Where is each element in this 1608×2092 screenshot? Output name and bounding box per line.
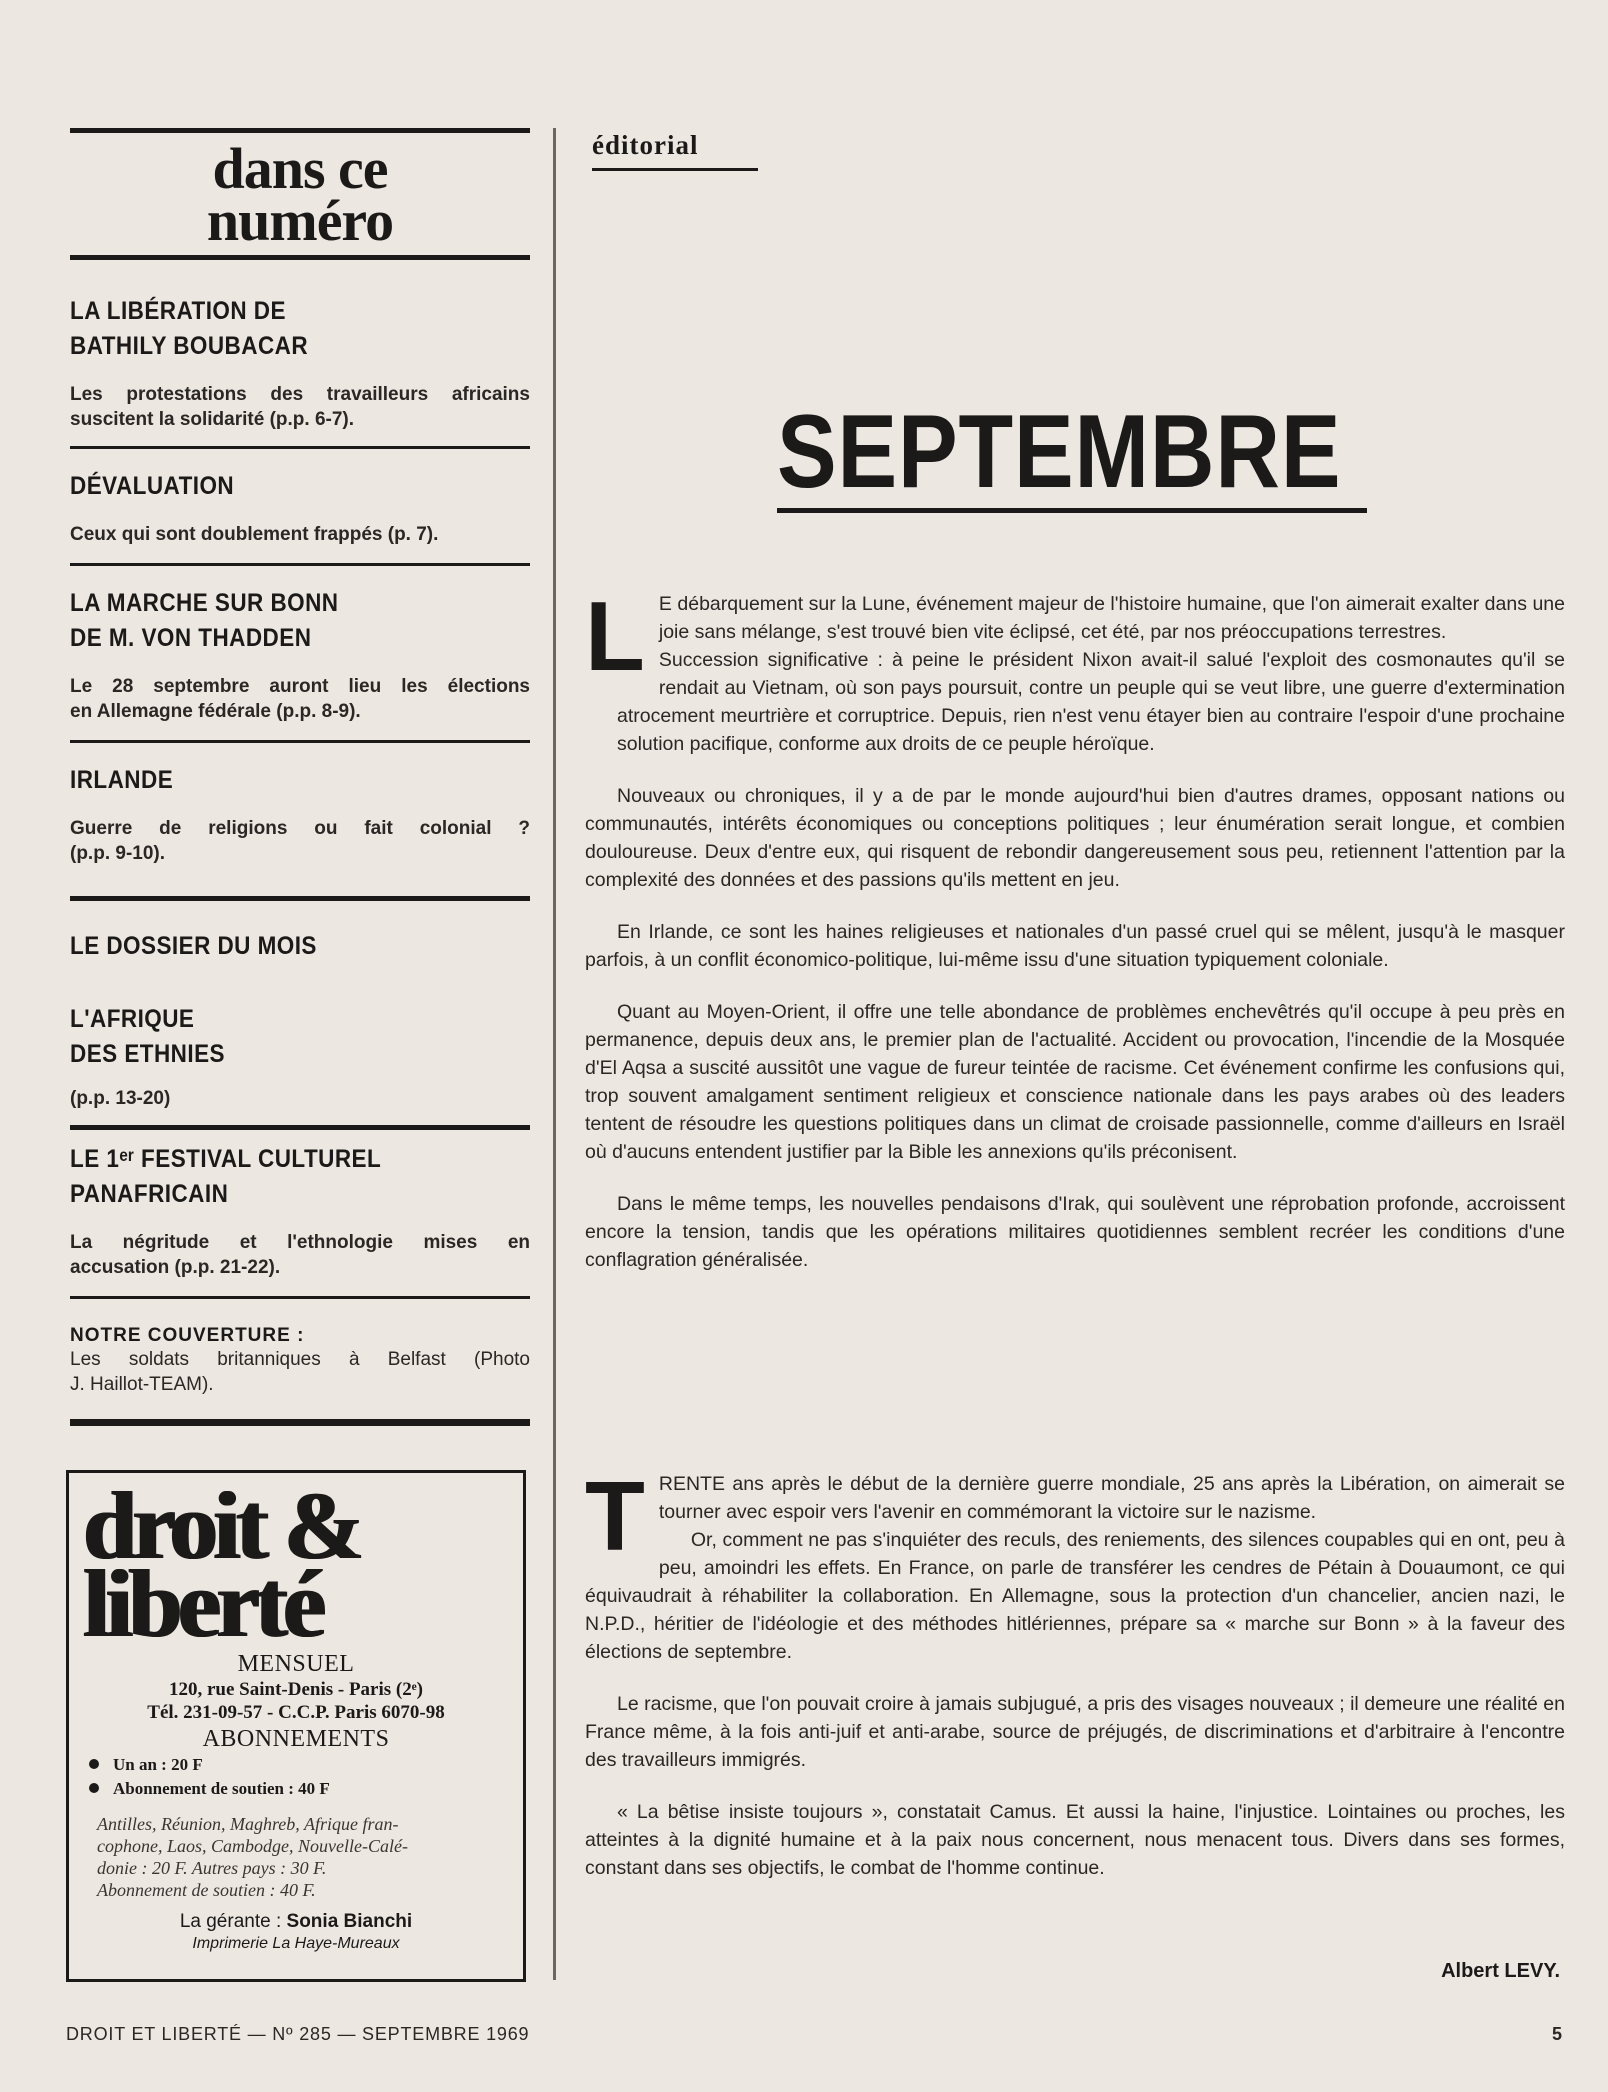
page-number: 5 bbox=[1551, 2024, 1562, 2044]
toc-item-title: BATHILY BOUBACAR bbox=[70, 332, 309, 360]
toc-item bbox=[70, 743, 530, 866]
toc-heading-line-2: numéro bbox=[206, 188, 394, 253]
section-tag-rule bbox=[592, 168, 758, 171]
article-lead: E débarquement sur la Lune, événement majeur de l'histoire humaine, que l'on aimerait exalter dans une joie sans mélange, s'est trouvé bien vite éclipsé, cet été, par nos préoccupations terrestres. bbox=[658, 593, 1565, 643]
toc-item bbox=[70, 1130, 530, 1280]
toc-heading bbox=[70, 133, 530, 255]
logo-line-1: droit & bbox=[83, 1472, 360, 1579]
tarifs-line: donie : 20 F. Autres pays : 30 F. bbox=[97, 1858, 327, 1878]
toc-item-description: accusation (p.p. 21-22). bbox=[70, 1257, 281, 1278]
tarifs-line: Abonnement de soutien : 40 F. bbox=[97, 1880, 316, 1900]
toc-item bbox=[70, 566, 530, 724]
headline-rule bbox=[777, 508, 1367, 513]
masthead-abonnements: ABONNEMENTS bbox=[202, 1726, 390, 1752]
toc-item-description: Les protestations des travailleurs africains bbox=[70, 384, 530, 405]
tarifs-line: cophone, Laos, Cambodge, Nouvelle-Calé- bbox=[97, 1836, 408, 1856]
masthead-box bbox=[66, 1470, 526, 1982]
article-paragraph: Dans le même temps, les nouvelles pendaisons d'Irak, qui soulèvent une réprobation profonde, accroissent encore la tension, tandis que les opérations militaires quotidiennes semblent recréer les conditions d'une conflagration généralisée. bbox=[585, 1193, 1565, 1271]
toc-item-title: PANAFRICAIN bbox=[70, 1180, 229, 1208]
toc-item-description: (p.p. 9-10). bbox=[70, 843, 166, 864]
article-paragraph: Quant au Moyen-Orient, il offre une telle abondance de problèmes enchevêtrés qu'il occupe à peu près en permanence, depuis deux ans, le premier plan de l'actualité. Accident ou provocation, l'incendie de la Mosquée d'El Aqsa a suscité aussitôt une vague de fureur teintée de racisme. Cet événement confirme les confusions qui, trop souvent amalgament sentiment religieux et conscience nationale dans les pays arabes où des leaders tentent de résoudre les questions politiques dans un climat de croisade passionnelle, comme d'ailleurs en Israël où d'aucuns entendent justifier par la Bible les annexions qu'ils préconisent. bbox=[585, 1001, 1565, 1163]
toc-item-description: La négritude et l'ethnologie mises en bbox=[70, 1232, 530, 1253]
toc-item bbox=[70, 964, 530, 1111]
section-tag: éditorial bbox=[592, 130, 699, 160]
masthead-imprimerie: Imprimerie La Haye-Mureaux bbox=[192, 1935, 400, 1952]
article-paragraph: Nouveaux ou chroniques, il y a de par le monde aujourd'hui bien d'autres drames, opposant nations ou communautés, intérêts économiques ou conceptions politiques ; leur énumération serait longue, et combien douloureuse. Deux d'entre eux, qui risquent de rebondir dangereusement sous peu, retiennent l'attention par la complexité des données et des passions qu'ils mettent en jeu. bbox=[585, 785, 1565, 891]
toc-item-title: LE DOSSIER DU MOIS bbox=[70, 932, 317, 960]
gerante-name: Sonia Bianchi bbox=[286, 1911, 413, 1932]
toc-item-title: LA LIBÉRATION DE bbox=[70, 297, 286, 325]
article-paragraph: Or, comment ne pas s'inquiéter des reculs, des reniements, des silences coupables qui en ont, peu à peu, amoindri les effets. En France, on parle de transférer les cendres de Pétain à Douaumont, ce qui équivaudrait à réhabiliter la collaboration. En Allemagne, sous la protection d'un chancelier, ancien nazi, le N.P.D., héritier de l'idéologie et des méthodes hitlériennes, prépare sa « marche sur Bonn » à la faveur des élections de septembre. bbox=[585, 1529, 1565, 1663]
cover-text: Les soldats britanniques à Belfast (Photo bbox=[70, 1349, 530, 1370]
cover-caption bbox=[70, 1299, 530, 1397]
toc-item-title: DE M. VON THADDEN bbox=[70, 624, 312, 652]
droit-et-liberte-logo bbox=[83, 1472, 509, 1657]
toc-item-description: suscitent la solidarité (p.p. 6-7). bbox=[70, 409, 355, 430]
toc-item-description: (p.p. 13-20) bbox=[70, 1088, 171, 1109]
toc-item bbox=[70, 260, 530, 432]
tarif-item bbox=[83, 1753, 509, 1777]
cover-label: NOTRE COUVERTURE : bbox=[70, 1325, 305, 1346]
tarifs-line: Antilles, Réunion, Maghreb, Afrique fran- bbox=[97, 1814, 399, 1834]
article-body-part-2 bbox=[585, 1461, 1565, 1896]
masthead-address: 120, rue Saint-Denis - Paris (2ᵉ) bbox=[168, 1679, 423, 1700]
toc-item-description: Ceux qui sont doublement frappés (p. 7). bbox=[70, 524, 439, 545]
logo-line-2: liberté bbox=[83, 1550, 322, 1657]
article-signature: Albert LEVY. bbox=[1441, 1960, 1560, 1982]
drop-cap: L bbox=[585, 581, 645, 691]
tarif-text: Un an : 20 F bbox=[113, 1755, 203, 1774]
toc-item-description: Guerre de religions ou fait colonial ? bbox=[70, 818, 530, 839]
toc-item-title: DES ETHNIES bbox=[70, 1040, 225, 1068]
toc-bottom-rule bbox=[70, 1419, 530, 1426]
bullet-icon bbox=[89, 1783, 99, 1793]
article-paragraph: Le racisme, que l'on pouvait croire à jamais subjugué, a pris des visages nouveaux ; il demeure une réalité en France même, à la fois anti-juif et anti-arabe, source de préjugés, de discriminations et d'arbitraire à l'encontre des travailleurs immigrés. bbox=[585, 1693, 1565, 1771]
toc-item-title: LE 1ᵉʳ FESTIVAL CULTUREL bbox=[70, 1145, 382, 1173]
bullet-icon bbox=[89, 1759, 99, 1769]
table-of-contents bbox=[70, 128, 530, 1426]
article-paragraph bbox=[585, 646, 1565, 758]
toc-heading-line-1: dans ce bbox=[212, 136, 388, 201]
toc-item-title: IRLANDE bbox=[70, 766, 174, 794]
tarifs-outremer bbox=[83, 1813, 509, 1901]
article-lead: RENTE ans après le début de la dernière guerre mondiale, 25 ans après la Libération, on aimerait se tourner avec espoir vers l'avenir en commémorant la victoire sur le nazisme. bbox=[658, 1473, 1565, 1523]
toc-item-title: LA MARCHE SUR BONN bbox=[70, 589, 339, 617]
toc-item-description: en Allemagne fédérale (p.p. 8-9). bbox=[70, 701, 361, 722]
article-paragraph bbox=[585, 1461, 1565, 1571]
article-paragraph bbox=[585, 581, 1565, 691]
masthead-mensuel: MENSUEL bbox=[237, 1651, 355, 1677]
toc-item-description: Le 28 septembre auront lieu les élections bbox=[70, 676, 530, 697]
article-paragraph: « La bêtise insiste toujours », constatait Camus. Et aussi la haine, l'injustice. Lointaines ou proches, les atteintes à la dignité humaine et à la paix nous concernent, nous menacent tous. Divers dans ses formes, constant dans ses objectifs, le combat de l'homme continue. bbox=[585, 1801, 1565, 1879]
gerante-label: La gérante : bbox=[179, 1911, 287, 1932]
column-divider bbox=[553, 128, 556, 1980]
toc-item-title: L'AFRIQUE bbox=[70, 1005, 195, 1033]
drop-cap: T bbox=[585, 1461, 645, 1571]
toc-item bbox=[70, 901, 530, 964]
tarif-text: Abonnement de soutien : 40 F bbox=[113, 1779, 330, 1798]
article-body-part-1 bbox=[585, 581, 1565, 1288]
cover-text: J. Haillot-TEAM). bbox=[70, 1374, 214, 1395]
toc-item bbox=[70, 449, 530, 547]
masthead-gerante bbox=[83, 1911, 509, 1933]
masthead-phone: Tél. 231-09-57 - C.C.P. Paris 6070-98 bbox=[147, 1702, 445, 1723]
article-headline: SEPTEMBRE bbox=[777, 394, 1342, 510]
tarif-item bbox=[83, 1777, 509, 1801]
toc-item-title: DÉVALUATION bbox=[70, 472, 235, 500]
page-footer: DROIT ET LIBERTÉ — Nº 285 — SEPTEMBRE 1969 bbox=[66, 2024, 530, 2044]
article-text: Succession significative : à peine le président Nixon avait-il salué l'exploit des cosmonautes qu'il se rendait au Vietnam, où son pays poursuit, contre un peuple qui se veut libre, une guerre d'extermination atrocement meurtrière et corruptrice. Depuis, rien n'est venu étayer bien au contraire l'espoir d'une prochaine solution pacifique, conforme aux droits de ce peuple héroïque. bbox=[617, 649, 1565, 755]
article-paragraph: En Irlande, ce sont les haines religieuses et nationales d'un passé cruel qui se mêlent, jusqu'à le masquer parfois, à un conflit économico-politique, lui-même issu d'une situation typiquement coloniale. bbox=[585, 921, 1565, 971]
